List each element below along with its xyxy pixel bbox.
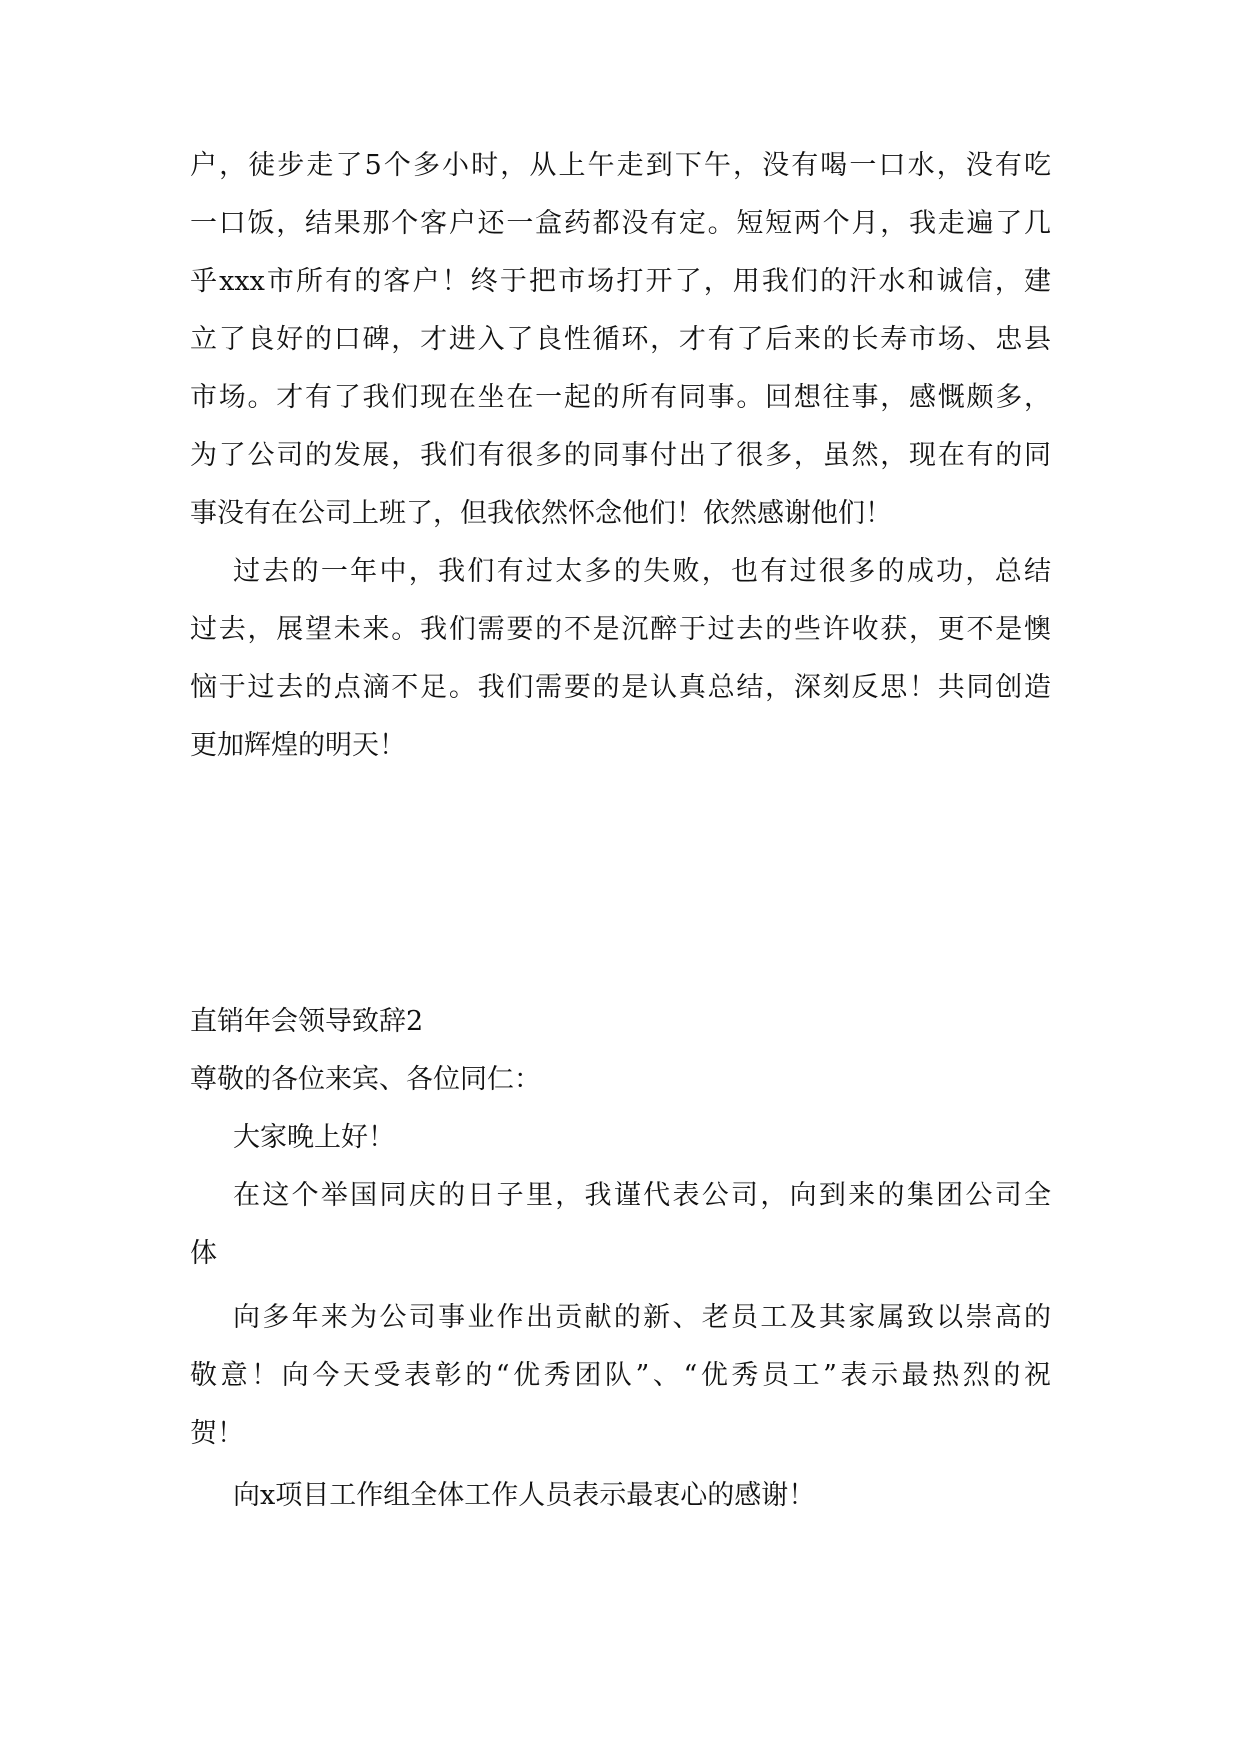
- salutation: 尊敬的各位来宾、各位同仁：: [190, 1064, 541, 1095]
- section-title: 直销年会领导致辞2: [190, 1006, 424, 1037]
- paragraph-1-line-2: 一口饭，结果那个客户还一盒药都没有定。短短两个月，我走遍了几: [190, 208, 1051, 239]
- paragraph-1-line-7: 事没有在公司上班了，但我依然怀念他们！依然感谢他们！: [190, 498, 892, 529]
- paragraph-5: 向x项目工作组全体工作人员表示最衷心的感谢！: [233, 1480, 816, 1511]
- paragraph-1-line-3: 乎xxx市所有的客户！终于把市场打开了，用我们的汗水和诚信，建: [190, 266, 1051, 297]
- greeting: 大家晚上好！: [233, 1122, 395, 1153]
- paragraph-1-line-6: 为了公司的发展，我们有很多的同事付出了很多，虽然，现在有的同: [190, 440, 1051, 471]
- paragraph-1-line-1: 户，徒步走了5个多小时，从上午走到下午，没有喝一口水，没有吃: [190, 150, 1051, 181]
- paragraph-3-line-1: 在这个举国同庆的日子里，我谨代表公司，向到来的集团公司全: [233, 1180, 1051, 1211]
- paragraph-1-line-5: 市场。才有了我们现在坐在一起的所有同事。回想往事，感慨颇多，: [190, 382, 1051, 413]
- paragraph-2-line-4: 更加辉煌的明天！: [190, 730, 406, 761]
- paragraph-3-line-2: 体: [190, 1238, 217, 1269]
- paragraph-4-line-2: 敬意！向今天受表彰的“优秀团队”、“优秀员工”表示最热烈的祝: [190, 1360, 1051, 1391]
- paragraph-1-line-4: 立了良好的口碑，才进入了良性循环，才有了后来的长寿市场、忠县: [190, 324, 1051, 355]
- paragraph-2-line-3: 恼于过去的点滴不足。我们需要的是认真总结，深刻反思！共同创造: [190, 672, 1051, 703]
- paragraph-2-line-2: 过去，展望未来。我们需要的不是沉醉于过去的些许收获，更不是懊: [190, 614, 1051, 645]
- paragraph-2-line-1: 过去的一年中，我们有过太多的失败，也有过很多的成功，总结: [233, 556, 1051, 587]
- paragraph-4-line-3: 贺！: [190, 1418, 244, 1449]
- paragraph-4-line-1: 向多年来为公司事业作出贡献的新、老员工及其家属致以崇高的: [233, 1302, 1051, 1333]
